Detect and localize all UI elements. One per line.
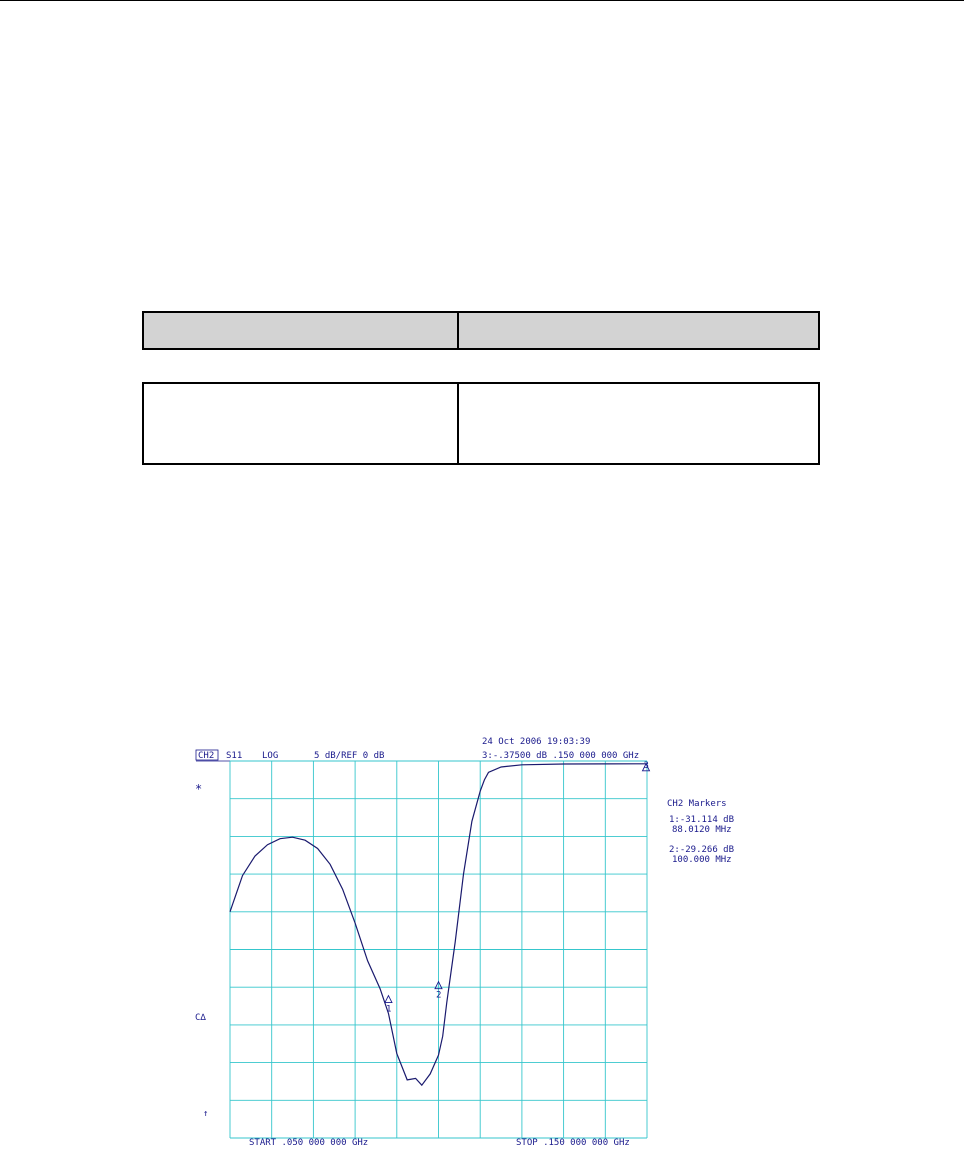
marker-3-label: 3: [643, 760, 649, 771]
reference-arrow-symbol: ↑: [203, 1109, 209, 1119]
timestamp-text: 24 Oct 2006 19:03:39: [482, 737, 591, 747]
network-analyzer-plot: [190, 730, 750, 1149]
table-cell-1: [144, 384, 457, 463]
markers-panel-title: CH2 Markers: [667, 799, 727, 809]
active-marker-readout: 3:-.37500 dB .150 000 000 GHz: [482, 751, 640, 761]
scale-label: 5 dB/REF 0 dB: [314, 751, 385, 761]
marker-1-triangle: [385, 996, 392, 1003]
format-label: LOG: [262, 751, 279, 761]
table-row: [142, 382, 820, 465]
marker-1-label: 1: [385, 1004, 392, 1015]
start-frequency-label: START .050 000 000 GHz: [249, 1138, 369, 1148]
status-star-symbol: *: [195, 782, 203, 796]
stop-frequency-label: STOP .150 000 000 GHz: [516, 1138, 630, 1148]
channel-label: CH2: [198, 751, 215, 761]
marker2-value: 2:-29.266 dB: [669, 845, 735, 855]
marker-2-label: 2: [436, 990, 442, 1001]
page-top-rule: [0, 0, 964, 1]
marker1-frequency: 88.0120 MHz: [672, 825, 732, 835]
cal-delta-symbol: C∆: [195, 1013, 206, 1023]
marker1-value: 1:-31.114 dB: [669, 815, 735, 825]
table-header-cell-1: [144, 313, 457, 348]
table-header-cell-2: [457, 313, 818, 348]
table-header-row: [142, 311, 820, 350]
marker2-frequency: 100.000 MHz: [672, 855, 732, 865]
table-cell-2: [457, 384, 818, 463]
parameter-label: S11: [226, 751, 243, 761]
plot-grid: [230, 761, 647, 1138]
